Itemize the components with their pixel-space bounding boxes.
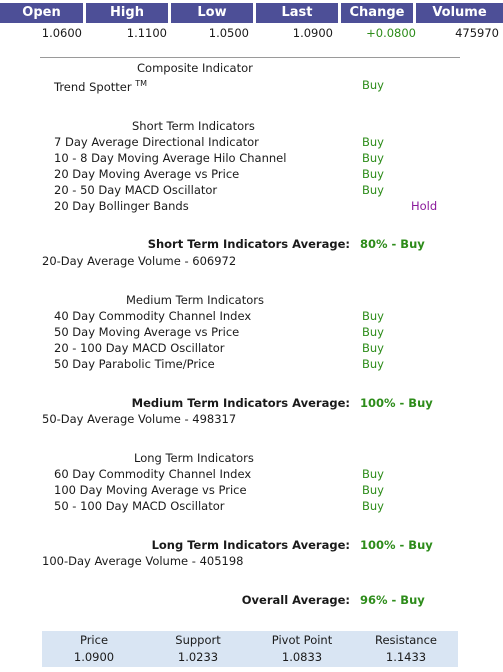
- medium-term-average-value: 100% - Buy: [360, 396, 433, 410]
- indicator-name: 20 Day Moving Average vs Price: [54, 167, 240, 181]
- indicator-signal: Buy: [362, 135, 384, 149]
- long-term-title: Long Term Indicators: [134, 451, 254, 465]
- pivot-value-resistance: 1.1433: [385, 650, 427, 664]
- long-term-average-value: 100% - Buy: [360, 538, 433, 552]
- header-low: Low: [171, 3, 253, 23]
- indicator-signal: Buy: [362, 499, 384, 513]
- divider: [40, 57, 460, 58]
- indicator-signal: Hold: [411, 199, 438, 213]
- indicator-name: 10 - 8 Day Moving Average Hilo Channel: [54, 151, 287, 165]
- indicator-name: 20 Day Bollinger Bands: [54, 199, 189, 213]
- short-term-title: Short Term Indicators: [132, 119, 255, 133]
- pivot-header-support: Support: [175, 633, 221, 647]
- quote-header: [0, 0, 503, 23]
- pivot-table: [42, 631, 458, 667]
- indicator-name: 50 Day Parabolic Time/Price: [54, 357, 215, 371]
- header-volume: Volume: [416, 3, 503, 23]
- indicator-name: Trend Spotter: [54, 79, 132, 94]
- overall-average-label: Overall Average:: [241, 593, 350, 607]
- indicator-signal: Buy: [362, 357, 384, 371]
- medium-term-title: Medium Term Indicators: [126, 293, 264, 307]
- composite-title: Composite Indicator: [137, 61, 253, 75]
- short-term-average-label: Short Term Indicators Average:: [147, 237, 350, 251]
- pivot-header-price: Price: [79, 633, 109, 647]
- indicator-name: 60 Day Commodity Channel Index: [54, 467, 252, 481]
- overall-average-value: 96% - Buy: [360, 593, 425, 607]
- pivot-header-resistance: Resistance: [375, 633, 437, 647]
- indicator-signal: Buy: [362, 167, 384, 181]
- short-term-volume: 20-Day Average Volume - 606972: [42, 254, 237, 268]
- header-last: Last: [256, 3, 338, 23]
- value-volume: 475970: [455, 26, 499, 40]
- indicator-name: 40 Day Commodity Channel Index: [54, 309, 252, 323]
- header-high: High: [86, 3, 168, 23]
- long-term-volume: 100-Day Average Volume - 405198: [42, 554, 244, 568]
- header-open: Open: [0, 3, 83, 23]
- indicator-signal: Buy: [362, 483, 384, 497]
- indicator-signal: Buy: [362, 151, 384, 165]
- value-open: 1.0600: [41, 26, 82, 40]
- indicator-name: 100 Day Moving Average vs Price: [54, 483, 247, 497]
- indicator-name: 20 - 100 Day MACD Oscillator: [54, 341, 225, 355]
- pivot-value-price: 1.0900: [73, 650, 115, 664]
- indicator-signal: Buy: [362, 183, 384, 197]
- medium-term-average-label: Medium Term Indicators Average:: [131, 396, 350, 410]
- value-change: +0.0800: [366, 26, 416, 40]
- indicator-signal: Buy: [362, 325, 384, 339]
- long-term-average-label: Long Term Indicators Average:: [151, 538, 350, 552]
- value-last: 1.0900: [292, 26, 333, 40]
- indicator-name: 50 Day Moving Average vs Price: [54, 325, 240, 339]
- pivot-header-pivot-point: Pivot Point: [271, 633, 333, 647]
- pivot-value-pivot-point: 1.0833: [281, 650, 323, 664]
- indicator-signal: Buy: [362, 309, 384, 323]
- indicator-name: 50 - 100 Day MACD Oscillator: [54, 499, 225, 513]
- short-term-average-value: 80% - Buy: [360, 237, 425, 251]
- indicator-trend-spotter: [54, 79, 147, 94]
- indicator-signal: Buy: [362, 341, 384, 355]
- indicator-signal: Buy: [362, 467, 384, 481]
- value-high: 1.1100: [126, 26, 167, 40]
- value-low: 1.0500: [208, 26, 249, 40]
- pivot-value-support: 1.0233: [177, 650, 219, 664]
- signal-trend-spotter: Buy: [362, 78, 384, 92]
- trademark-mark: TM: [135, 79, 148, 88]
- header-change: Change: [341, 3, 413, 23]
- indicator-name: 7 Day Average Directional Indicator: [54, 135, 259, 149]
- medium-term-volume: 50-Day Average Volume - 498317: [42, 412, 237, 426]
- indicator-name: 20 - 50 Day MACD Oscillator: [54, 183, 218, 197]
